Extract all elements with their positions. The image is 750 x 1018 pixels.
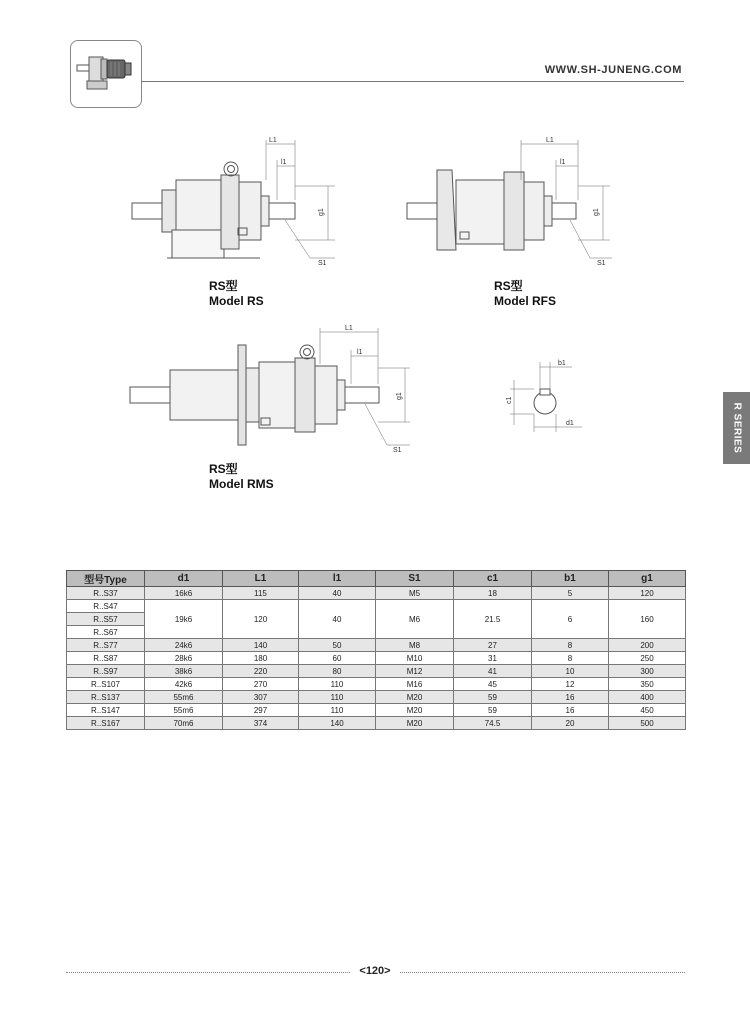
series-tab[interactable] bbox=[723, 392, 750, 464]
rms-label bbox=[209, 462, 274, 492]
rfs-dim-l1: l1 bbox=[560, 159, 566, 166]
rfs-dim-g1: g1 bbox=[593, 208, 600, 216]
table-row: R..S57 bbox=[67, 613, 686, 626]
table-row: R..S87 28k6 180 60 M10 31 8 250 bbox=[67, 652, 686, 665]
rs-label bbox=[209, 279, 264, 309]
col-d1: d1 bbox=[145, 571, 223, 587]
table-row: R..S97 38k6 220 80 M12 41 10 300 bbox=[67, 665, 686, 678]
col-L1: L1 bbox=[223, 571, 299, 587]
page-number: <120> bbox=[359, 965, 391, 977]
logo-thumbnail bbox=[70, 40, 142, 108]
rms-drawing bbox=[125, 320, 420, 465]
site-url[interactable]: WWW.SH-JUNENG.COM bbox=[544, 64, 682, 76]
col-g1: g1 bbox=[609, 571, 686, 587]
table-row: R..S37 16k6 115 40 M5 18 5 120 bbox=[67, 587, 686, 600]
series-tab-label: R SERIES bbox=[731, 402, 742, 454]
rfs-dim-S1: S1 bbox=[597, 260, 606, 267]
rfs-dim-L1: L1 bbox=[546, 137, 554, 144]
shaft-dim-b1: b1 bbox=[558, 360, 566, 367]
rms-dim-l1: l1 bbox=[357, 349, 363, 356]
table-row: R..S137 55m6 307 110 M20 59 16 400 bbox=[67, 691, 686, 704]
shaft-dim-c1: c1 bbox=[506, 396, 513, 404]
rfs-subtitle: Model RFS bbox=[494, 294, 556, 308]
rs-dim-l1: l1 bbox=[281, 159, 287, 166]
table-row: R..S167 70m6 374 140 M20 74.5 20 500 bbox=[67, 717, 686, 730]
col-type: 型号Type bbox=[67, 571, 145, 587]
col-l1: l1 bbox=[299, 571, 376, 587]
rfs-drawing bbox=[400, 130, 615, 275]
rs-drawing bbox=[125, 130, 340, 275]
table-row: R..S147 55m6 297 110 M20 59 16 450 bbox=[67, 704, 686, 717]
rs-title: RS型 bbox=[209, 279, 238, 293]
rms-subtitle: Model RMS bbox=[209, 477, 274, 491]
table-row: R..S47 19k6 120 40 M6 21.5 6 160 bbox=[67, 600, 686, 613]
col-S1: S1 bbox=[376, 571, 454, 587]
spec-table bbox=[66, 570, 686, 730]
header-divider bbox=[141, 81, 684, 82]
rms-title: RS型 bbox=[209, 462, 238, 476]
rs-subtitle: Model RS bbox=[209, 294, 264, 308]
rms-dim-L1: L1 bbox=[345, 325, 353, 332]
rs-dim-S1: S1 bbox=[318, 260, 327, 267]
table-row: R..S77 24k6 140 50 M8 27 8 200 bbox=[67, 639, 686, 652]
rfs-title: RS型 bbox=[494, 279, 523, 293]
col-b1: b1 bbox=[532, 571, 609, 587]
table-header-row bbox=[67, 571, 686, 587]
rms-dim-S1: S1 bbox=[393, 447, 402, 454]
rs-dim-g1: g1 bbox=[318, 208, 325, 216]
rfs-label bbox=[494, 279, 556, 309]
rs-dim-L1: L1 bbox=[269, 137, 277, 144]
rms-dim-g1: g1 bbox=[396, 392, 403, 400]
shaft-key-drawing bbox=[500, 350, 600, 435]
gear-motor-icon bbox=[71, 41, 141, 107]
shaft-dim-d1: d1 bbox=[566, 420, 574, 427]
col-c1: c1 bbox=[454, 571, 532, 587]
table-row: R..S107 42k6 270 110 M16 45 12 350 bbox=[67, 678, 686, 691]
table-row: R..S67 bbox=[67, 626, 686, 639]
